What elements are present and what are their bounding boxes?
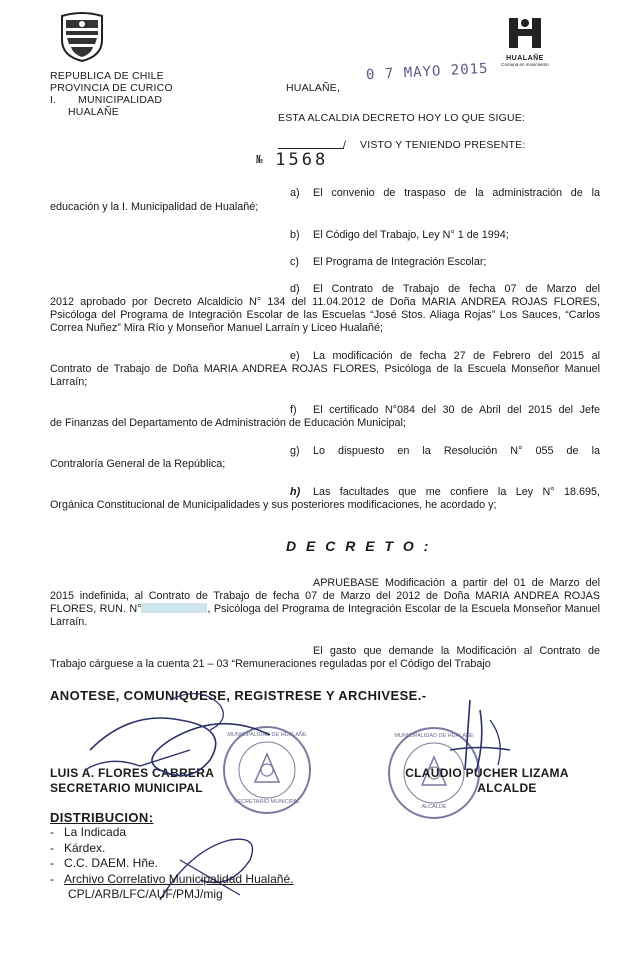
header-line-commune: HUALAÑE: [68, 106, 119, 118]
decreto-p2: [313, 645, 600, 658]
signer-mayor: [392, 766, 582, 796]
para-h-rest: Orgánica Constitucional de Municipalidades y sus posteriores modificaciones, he acordado y;: [50, 499, 497, 511]
issuer-header: [50, 70, 250, 118]
decreto-title: D E C R E T O :: [286, 538, 432, 554]
header-line-municipality: I. MUNICIPALIDAD: [50, 94, 163, 106]
closing-formula: ANOTESE, COMUNIQUESE, REGISTRESE Y ARCHIVESE.-: [50, 688, 427, 703]
date-stamp: 0 7 MAYO 2015: [365, 60, 489, 84]
logo-text: HUALAÑE: [506, 55, 544, 62]
decreto-p2-first: El gasto que demande la Modificación al Contrato de: [313, 645, 600, 657]
para-g: [313, 445, 600, 458]
seal-mayor-bottom: ALCALDE: [421, 804, 447, 810]
para-g-first: Lo dispuesto en la Resolución N° 055 de la: [313, 445, 600, 457]
para-h-mark: h): [290, 486, 301, 498]
para-b: El Código del Trabajo, Ley N° 1 de 1994;: [313, 229, 509, 241]
distribution-item: - La Indicada: [50, 825, 127, 839]
typist-initials: CPL/ARB/LFC/AUF/PMJ/mig: [68, 887, 223, 901]
signer-secretary: [50, 766, 214, 796]
mayor-role: ALCALDE: [477, 781, 537, 795]
para-c: El Programa de Integración Escolar;: [313, 256, 487, 268]
para-a-first: El convenio de traspaso de la administración de la: [313, 187, 600, 199]
place: HUALAÑE,: [286, 82, 341, 94]
para-f-mark: f): [290, 404, 297, 416]
distribution-item-label: La Indicada: [64, 825, 127, 839]
para-a-mark: a): [290, 187, 300, 199]
blank-line: [278, 148, 344, 149]
decreto-p1-rest-b: , Psicóloga del Programa de Integración Escolar de la Escuela Monseñor Manuel Larraín.: [50, 603, 600, 628]
para-f: [313, 404, 600, 417]
decreto-p1-first: APRUÉBASE Modificación a partir del 01 de Marzo del: [313, 577, 600, 589]
para-g-rest: Contraloría General de la República;: [50, 458, 226, 470]
distribution-item-label: Kárdex.: [64, 840, 106, 855]
blank-line-slash: /: [343, 139, 347, 151]
para-d-first: El Contrato de Trabajo de fecha 07 de Marzo del: [313, 283, 600, 295]
para-e-rest: Contrato de Trabajo de Doña MARIA ANDREA ROJAS FLORES, Psicóloga de la Escuela Monseñor Manuel Larraín;: [50, 363, 600, 388]
para-a-rest: educación y la I. Municipalidad de Hualañé;: [50, 201, 259, 213]
para-e-first: La modificación de fecha 27 de Febrero del 2015 al: [313, 350, 600, 362]
decreto-p1-rest-a: 2015 indefinida, al Contrato de Trabajo de fecha 07 de Marzo del 2012 de Doña MARIA ANDREA ROJAS FLORES, RUN. N°: [50, 590, 600, 615]
secretary-role: SECRETARIO MUNICIPAL: [50, 781, 203, 795]
opening-line: ESTA ALCALDIA DECRETO HOY LO QUE SIGUE:: [278, 112, 526, 124]
seal-secretary: [223, 726, 311, 814]
distribution-item-label: C.C. DAEM. Hñe.: [64, 856, 159, 870]
para-h-first: Las facultades que me confiere la Ley N° 18.695,: [313, 486, 600, 498]
distribution-item: - C.C. DAEM. Hñe.: [50, 856, 159, 870]
header-line-province: PROVINCIA DE CURICO: [50, 82, 173, 94]
distribution-title: DISTRIBUCION:: [50, 810, 154, 825]
visto-heading: VISTO Y TENIENDO PRESENTE:: [360, 139, 526, 151]
para-d-rest: 2012 aprobado por Decreto Alcaldicio N° 134 del 11.04.2012 de Doña MARIA ANDREA ROJAS FLORES, Psicóloga del Programa de Integración Escolar de las Escuelas “José Stos. Aliaga Rojas” Los Sauces, “Carlos Correa Nuñez” Mira Río y Monseñor Manuel Larraín y Liceo Hualañé;: [50, 296, 600, 334]
para-h: [313, 486, 600, 499]
decreto-p1: [313, 577, 600, 590]
para-b-mark: b): [290, 229, 300, 241]
para-a: [313, 187, 600, 200]
number-mark: №: [256, 153, 276, 166]
redacted-run: [141, 603, 207, 613]
para-d-mark: d): [290, 283, 300, 295]
mayor-name: CLAUDIO PUCHER LIZAMA: [405, 766, 569, 780]
decree-number-value: 1568: [275, 150, 329, 170]
hualane-logo-mark: [505, 16, 545, 50]
para-e: [313, 350, 600, 363]
distribution-item: - Kárdex.: [50, 840, 106, 855]
seal-secretary-text: MUNICIPALIDAD DE HUALAÑE: [227, 732, 307, 738]
seal-secretary-bottom: SECRETARIO MUNICIPAL: [233, 799, 301, 805]
decreto-p1-rest: [50, 590, 600, 629]
para-f-first: El certificado N°084 del 30 de Abril del 2015 del Jefe: [313, 404, 600, 416]
para-e-mark: e): [290, 350, 300, 362]
hualane-logo: [500, 16, 550, 66]
para-d: [313, 283, 600, 296]
para-f-rest: de Finanzas del Departamento de Administración de Educación Municipal;: [50, 417, 406, 429]
para-c-mark: c): [290, 256, 299, 268]
seal-mayor-text: MUNICIPALIDAD DE HUALAÑE: [394, 733, 474, 739]
municipal-coat-of-arms: [58, 10, 106, 62]
distribution-block: [50, 810, 293, 903]
decree-number: [256, 150, 328, 170]
distribution-item-label: Archivo Correlativo Municipalidad Hualañé.: [64, 871, 294, 886]
logo-subtext: Comuna en movimiento: [501, 62, 549, 67]
distribution-item: - Archivo Correlativo Municipalidad Hualañé.: [50, 871, 294, 886]
para-g-mark: g): [290, 445, 300, 457]
decreto-p2-rest: Trabajo cárguese a la cuenta 21 – 03 “Remuneraciones reguladas por el Código del Trabajo: [50, 658, 491, 670]
header-line-country: REPUBLICA DE CHILE: [50, 70, 164, 82]
secretary-name: LUIS A. FLORES CABRERA: [50, 766, 215, 780]
